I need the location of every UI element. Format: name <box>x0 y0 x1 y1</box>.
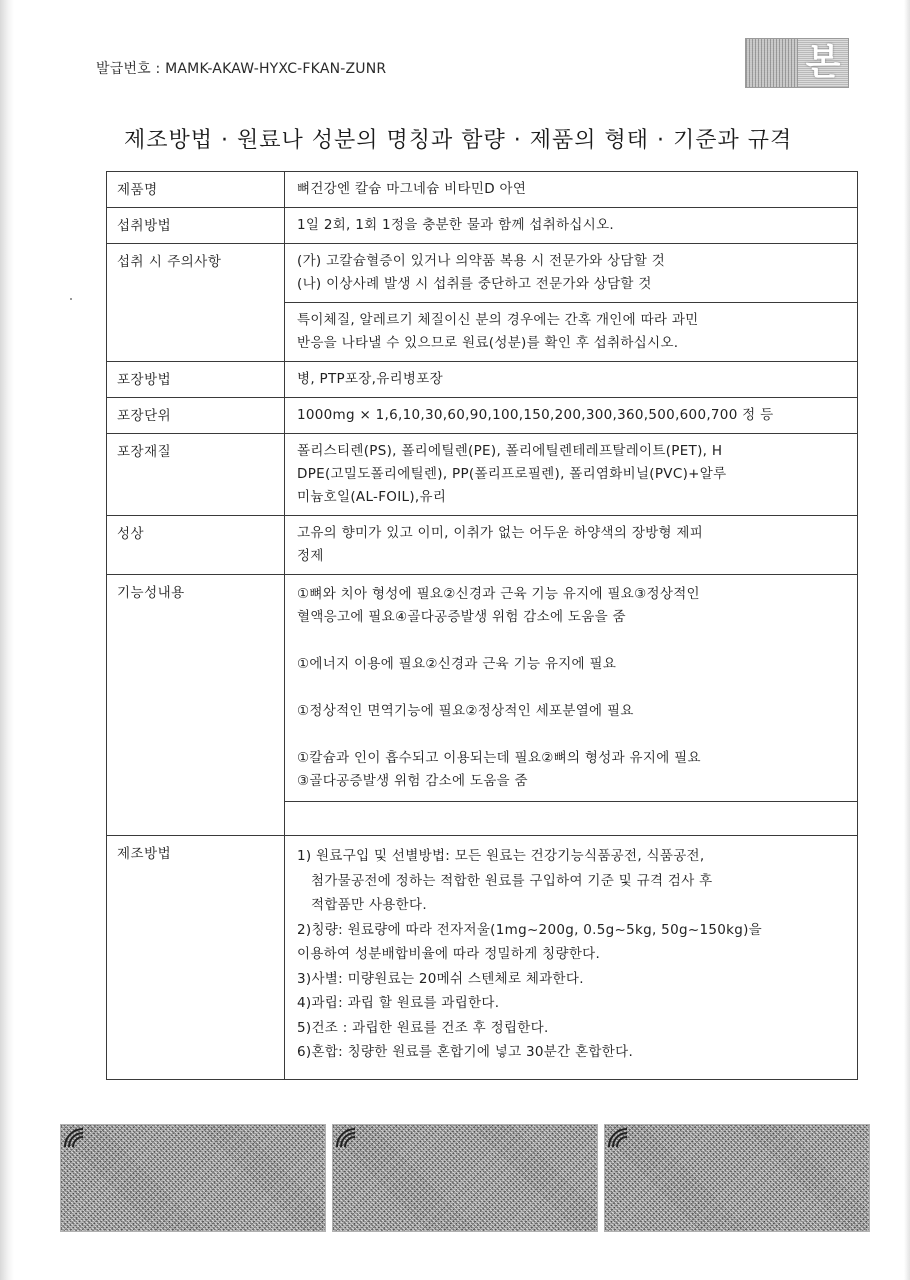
document-title: 제조방법 · 원료나 성분의 명칭과 함량 · 제품의 형태 · 기준과 규격 <box>124 128 793 153</box>
row-appearance <box>107 516 858 575</box>
intake-method-value: 1일 2회, 1회 1정을 충분한 물과 함께 섭취하십시오. <box>285 208 858 244</box>
row-packaging-material <box>107 434 858 516</box>
seal-corner-icon <box>335 1127 357 1149</box>
appearance-line: 고유의 향미가 있고 이미, 이취가 없는 어두운 하양색의 장방형 제피 <box>297 525 704 541</box>
seal-corner-icon <box>63 1127 85 1149</box>
precautions-value <box>285 244 858 303</box>
row-intake-method <box>107 208 858 244</box>
original-document-stamp <box>745 38 849 88</box>
row-packaging-unit <box>107 398 858 434</box>
manufacturing-step: 4)과립: 과립 할 원료를 과립한다. <box>297 995 500 1011</box>
packaging-material-line: DPE(고밀도폴리에틸렌), PP(폴리프로필렌), 폴리염화비닐(PVC)+알루 <box>297 466 727 482</box>
scan-speck <box>70 298 72 300</box>
appearance-value <box>285 516 858 575</box>
stamp-label: 본 <box>805 42 841 83</box>
packaging-material-line: 폴리스티렌(PS), 폴리에틸렌(PE), 폴리에틸렌테레프탈레이트(PET), H <box>297 443 723 459</box>
precaution-note-line: 특이체질, 알레르기 체질이신 분의 경우에는 간혹 개인에 따라 과민 <box>297 312 699 328</box>
functionality-line: ①정상적인 면역기능에 필요②정상적인 세포분열에 필요 <box>297 703 634 719</box>
functionality-empty-cell <box>285 802 858 836</box>
functionality-group <box>297 700 845 723</box>
precaution-line: (가) 고칼슘혈증이 있거나 의약품 복용 시 전문가와 상담할 것 <box>297 253 666 269</box>
functionality-line: ③골다공증발생 위험 감소에 도움을 줌 <box>297 773 528 789</box>
manufacturing-step: 6)혼합: 칭량한 원료를 혼합기에 넣고 30분간 혼합한다. <box>297 1044 634 1060</box>
scan-shadow-left <box>0 0 14 1280</box>
manufacturing-step: 1) 원료구입 및 선별방법: 모든 원료는 건강기능식품공전, 식품공전, <box>297 848 705 864</box>
row-precautions <box>107 244 858 303</box>
functionality-line: 혈액응고에 필요④골다공증발생 위험 감소에 도움을 줌 <box>297 609 626 625</box>
functionality-group <box>297 653 845 676</box>
packaging-unit-label: 포장단위 <box>107 398 285 434</box>
manufacturing-step: 5)건조 : 과립한 원료를 건조 후 정립한다. <box>297 1019 549 1036</box>
precaution-line: (나) 이상사례 발생 시 섭취를 중단하고 전문가와 상담할 것 <box>297 276 652 292</box>
precaution-note-line: 반응을 나타낼 수 있으므로 원료(성분)를 확인 후 섭취하십시오. <box>297 335 679 351</box>
packaging-material-label: 포장재질 <box>107 434 285 516</box>
manufacturing-step-cont: 첨가물공전에 정하는 적합한 원료를 구입하여 기준 및 규격 검사 후 <box>311 872 713 889</box>
appearance-line: 정제 <box>297 548 324 564</box>
manufacturing-step-cont: 이용하여 성분배합비율에 따라 정밀하게 칭량한다. <box>297 946 601 962</box>
intake-method-label: 섭취방법 <box>107 208 285 244</box>
manufacturing-value <box>285 836 858 1080</box>
functionality-group <box>297 747 845 793</box>
precautions-note <box>285 303 858 362</box>
manufacturing-step: 3)사별: 미량원료는 20메쉬 스텐체로 체과한다. <box>297 970 584 987</box>
packaging-method-value: 병, PTP포장,유리병포장 <box>285 362 858 398</box>
functionality-line: ①칼슘과 인이 흡수되고 이용되는데 필요②뼈의 형성과 유지에 필요 <box>297 750 701 766</box>
security-seal-row <box>60 1124 872 1232</box>
issue-number: 발급번호 : MAMK-AKAW-HYXC-FKAN-ZUNR <box>96 61 387 77</box>
functionality-line: ①에너지 이용에 필요②신경과 근육 기능 유지에 필요 <box>297 656 617 672</box>
spec-table <box>106 171 858 1080</box>
manufacturing-step-cont: 적합품만 사용한다. <box>311 897 427 913</box>
functionality-group <box>297 583 845 629</box>
packaging-method-label: 포장방법 <box>107 362 285 398</box>
security-pattern-seal <box>60 1124 326 1232</box>
stamp-pattern <box>746 39 798 87</box>
manufacturing-label: 제조방법 <box>107 836 285 1080</box>
seal-corner-icon <box>607 1127 629 1149</box>
packaging-material-value <box>285 434 858 516</box>
functionality-value <box>285 575 858 802</box>
precautions-label: 섭취 시 주의사항 <box>107 244 285 362</box>
functionality-line: ①뼈와 치아 형성에 필요②신경과 근육 기능 유지에 필요③정상적인 <box>297 586 700 602</box>
security-pattern-seal <box>332 1124 598 1232</box>
scan-shadow-right <box>904 0 910 1280</box>
security-pattern-seal <box>604 1124 870 1232</box>
packaging-unit-value: 1000mg × 1,6,10,30,60,90,100,150,200,300,360,500,600,700 정 등 <box>285 398 858 434</box>
manufacturing-step: 2)칭량: 원료량에 따라 전자저울(1mg~200g, 0.5g~5kg, 50g~150kg)을 <box>297 921 763 938</box>
packaging-material-line: 미늄호일(AL-FOIL),유리 <box>297 489 447 505</box>
appearance-label: 성상 <box>107 516 285 575</box>
row-product-name <box>107 172 858 208</box>
row-packaging-method <box>107 362 858 398</box>
row-manufacturing <box>107 836 858 1080</box>
product-name-value: 뼈건강엔 칼슘 마그네슘 비타민D 아연 <box>285 172 858 208</box>
product-name-label: 제품명 <box>107 172 285 208</box>
row-functionality <box>107 575 858 802</box>
functionality-label: 기능성내용 <box>107 575 285 836</box>
